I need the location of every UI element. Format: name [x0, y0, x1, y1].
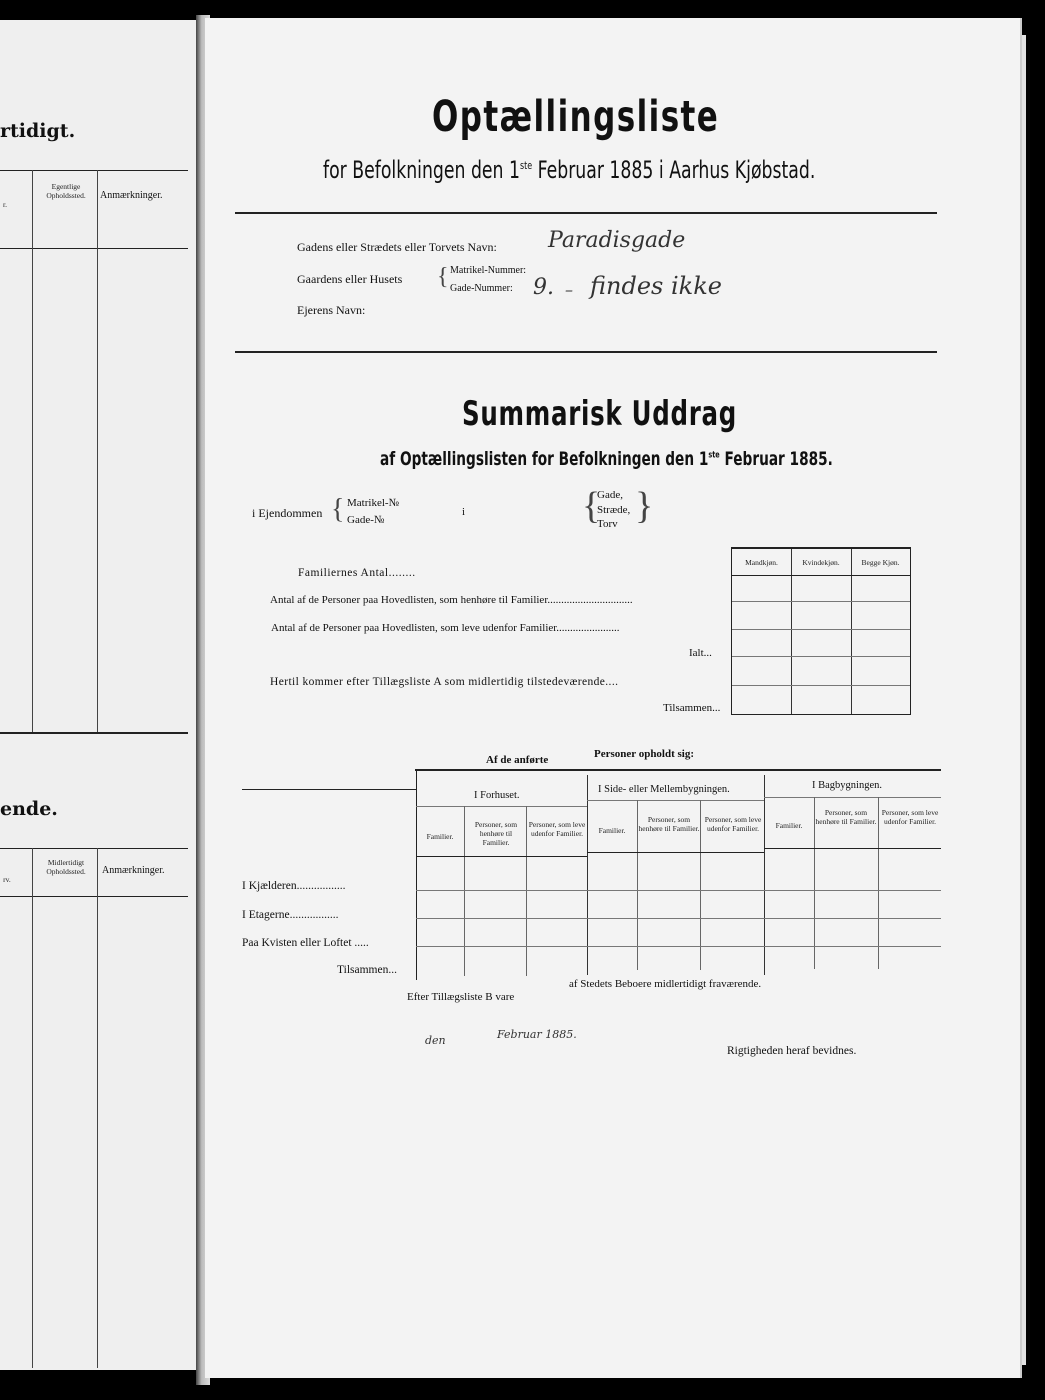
stay-row-tilsammen: Tilsammen... — [337, 964, 397, 976]
forhuset-udenfor: Personer, som leve udenfor Familier. — [528, 820, 586, 838]
brace-property: { — [331, 494, 345, 525]
page-title: Optællingsliste — [432, 92, 720, 142]
group-forhuset: I Forhuset. — [474, 790, 520, 801]
street-value: Paradisgade — [548, 228, 686, 253]
left-col-partial-top: r. — [3, 200, 7, 209]
owner-label: Ejerens Navn: — [297, 303, 366, 317]
row-tillaegsliste-a: Hertil kommer efter Tillægsliste A som midlertidig tilstedeværende.... — [270, 676, 619, 688]
stay-heading-2: Personer opholdt sig: — [594, 748, 695, 760]
summary-subtitle: af Optællingslisten for Befolkningen den 1ste Februar 1885. — [380, 448, 833, 470]
row-personer-familier: Antal af de Personer paa Hovedlisten, som henhøre til Familier............................... — [270, 594, 633, 606]
side-familier: Familier. — [598, 826, 626, 835]
page-subtitle: for Befolkningen den 1ste Februar 1885 i Aarhus Kjøbstad. — [323, 156, 816, 184]
gade-nummer-label: Gade-Nummer: — [450, 283, 513, 294]
left-page — [0, 20, 196, 1370]
street-label: Gadens eller Strædets eller Torvets Navn: — [297, 240, 497, 254]
side-udenfor: Personer, som leve udenfor Familier. — [704, 815, 762, 833]
property-label: i Ejendommen — [252, 506, 323, 520]
brace-left-house: { — [437, 264, 449, 290]
stay-heading-1: Af de anførte — [486, 754, 549, 766]
left-heading-bottom: ende. — [0, 798, 58, 820]
matrikel-label: Matrikel-Nummer: — [450, 265, 527, 276]
property-i: i — [462, 506, 466, 518]
house-note-value: findes ikke — [590, 272, 722, 300]
forhuset-henhore: Personer, som henhøre til Familier. — [474, 820, 518, 847]
footnote-tillaeg-b: Efter Tillægsliste B vare — [407, 991, 515, 1003]
left-col-anmaerkninger-bottom: Anmærkninger. — [102, 865, 165, 876]
col-kvindekjon: Kvindekjøn. — [802, 558, 840, 567]
bag-familier: Familier. — [775, 821, 803, 830]
brace-place-left: { — [582, 485, 601, 527]
footer-certify: Rigtigheden heraf bevidnes. — [727, 1045, 857, 1057]
left-col-egentlige: Egentlige Opholdssted. — [46, 182, 86, 200]
left-heading-top: rtidigt. — [0, 120, 76, 142]
brace-place-right: } — [635, 485, 654, 527]
col-mandkjon: Mandkjøn. — [745, 558, 778, 567]
col-begge-kjon: Begge Kjøn. — [861, 558, 900, 567]
property-matrikel: Matrikel-№ — [347, 497, 400, 509]
summary-title: Summarisk Uddrag — [462, 394, 737, 434]
footnote-fravaerende: af Stedets Beboere midlertidigt fraværende. — [569, 978, 762, 990]
place-option-straede: Stræde, — [597, 504, 631, 516]
left-col-anmaerkninger-top: Anmærkninger. — [100, 190, 163, 201]
stay-row-kvisten: Paa Kvisten eller Loftet ..... — [242, 937, 369, 949]
footer-den: den — [425, 1034, 446, 1047]
stay-row-kjaelderen: I Kjælderen................. — [242, 880, 346, 892]
bag-henhore: Personer, som henhøre til Familier. — [815, 808, 877, 826]
row-ialt: Ialt... — [689, 647, 712, 659]
left-col-partial-bottom: rv. — [3, 875, 11, 884]
stay-row-etagerne: I Etagerne................. — [242, 909, 339, 921]
gade-nummer-value: 9. — [533, 275, 554, 300]
group-sidebygning: I Side- eller Mellembygningen. — [598, 784, 730, 795]
gade-dash: – — [565, 280, 573, 299]
summary-table — [731, 547, 911, 715]
place-option-gade: Gade, — [597, 489, 623, 501]
side-henhore: Personer, som henhøre til Familier. — [638, 815, 700, 833]
house-label: Gaardens eller Husets — [297, 272, 403, 286]
row-familiernes-antal: Familiernes Antal........ — [298, 567, 416, 579]
stay-table — [416, 770, 941, 980]
property-gade: Gade-№ — [347, 514, 385, 526]
bag-udenfor: Personer, som leve udenfor Familier. — [881, 808, 939, 826]
left-col-midlertidigt: Midlertidigt Opholdssted. — [46, 858, 86, 876]
row-tilsammen: Tilsammen... — [663, 702, 721, 714]
row-personer-udenfor: Antal af de Personer paa Hovedlisten, som leve udenfor Familier....................... — [271, 622, 620, 634]
footer-date: Februar 1885. — [497, 1028, 577, 1041]
forhuset-familier: Familier. — [426, 832, 454, 841]
place-option-torv: Torv — [597, 518, 618, 530]
group-bagbygning: I Bagbygningen. — [812, 780, 882, 791]
